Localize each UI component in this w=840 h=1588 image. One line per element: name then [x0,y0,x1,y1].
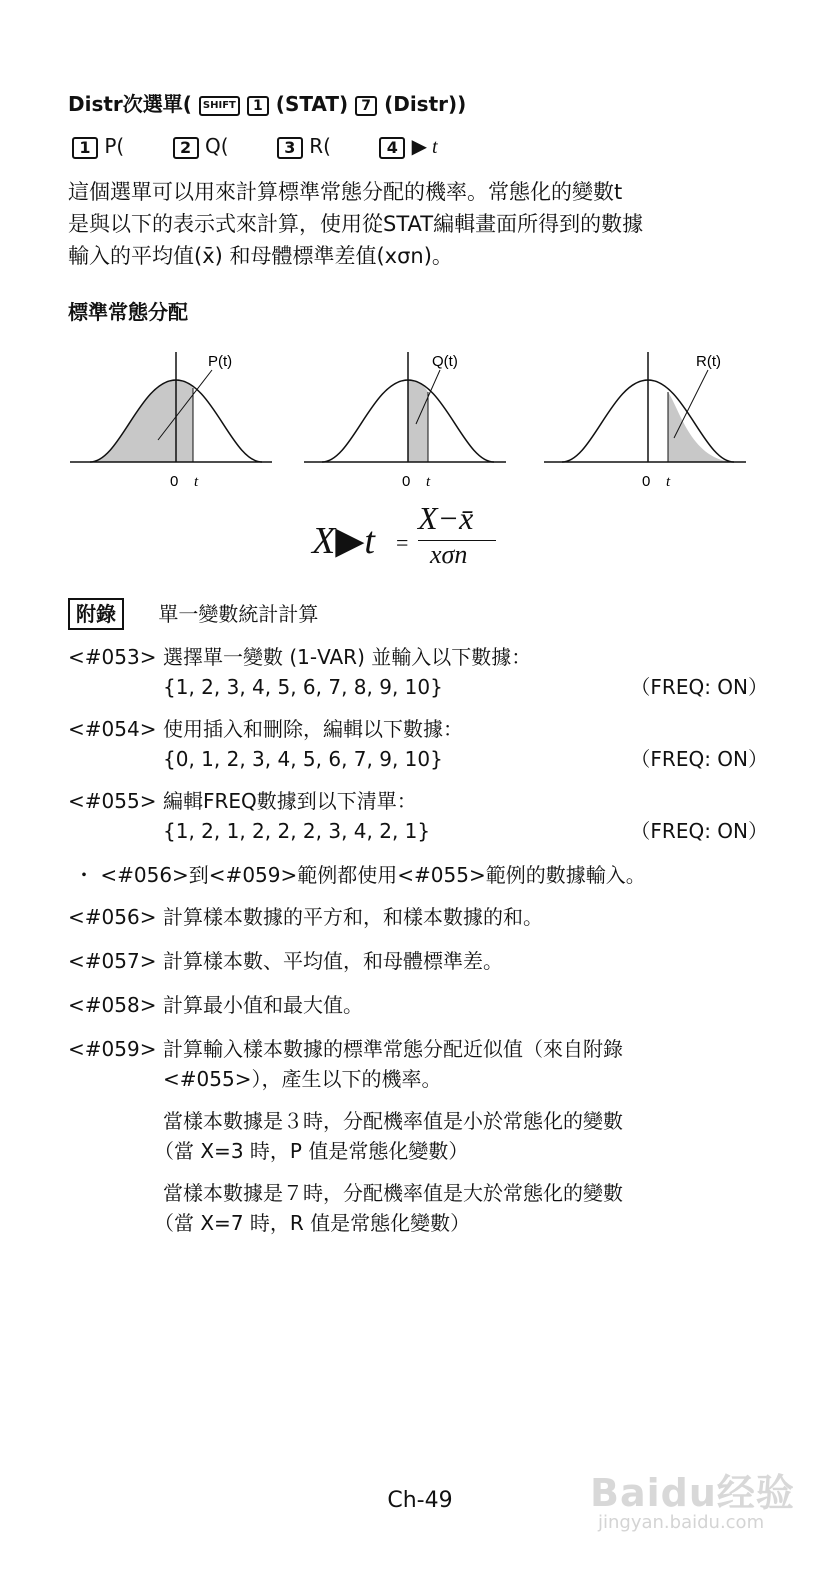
example-058 [68,990,363,1020]
intro-line: 這個選單可以用來計算標準常態分配的機率。常態化的變數t [68,180,623,204]
graph-p [70,352,272,490]
example-056 [68,902,543,932]
freq-label: （FREQ: ON） [630,819,768,843]
shift-key-icon: SHIFT [199,96,240,116]
example-059 [68,1034,623,1238]
menu-item-t [379,134,437,159]
title-prefix: Distr次選單( [68,92,192,116]
example-id: <#054> [68,717,157,741]
zero-label: 0 [402,473,411,490]
appendix-title: 單一變數統計計算 [158,602,319,626]
shaded-area [90,380,193,462]
t-label: t [426,474,431,490]
example-text: 計算樣本數據的平方和，和樣本數據的和。 [163,905,543,929]
example-data: {1, 2, 3, 4, 5, 6, 7, 8, 9, 10} [163,675,443,699]
t-label: t [666,474,671,490]
example-data: {1, 2, 1, 2, 2, 2, 3, 4, 2, 1} [163,819,431,843]
graph-label: P(t) [208,353,233,370]
freq-label: （FREQ: ON） [630,675,768,699]
example-text: 使用插入和刪除，編輯以下數據： [163,717,463,741]
zero-label: 0 [642,473,651,490]
result-p-line2: （當 X=3 時，P 值是常態化變數） [154,1139,469,1163]
shaded-area [668,392,736,462]
section-heading: 標準常態分配 [68,300,188,324]
shaded-area [408,380,428,462]
example-id: <#057> [68,949,157,973]
example-text: 計算樣本數、平均值，和母體標準差。 [163,949,503,973]
watermark-url: jingyan.baidu.com [598,1512,765,1533]
graph-label: Q(t) [432,353,458,370]
example-054 [68,714,768,774]
result-p-line1: 當樣本數據是３時，分配機率值是小於常態化的變數 [163,1109,623,1133]
appendix-heading [68,598,318,627]
menu-item-r [277,134,331,159]
example-text: 選擇單一變數 (1-VAR) 並輸入以下數據： [163,645,532,669]
page-number: Ch-49 [387,1488,453,1513]
result-r-line2: （當 X=7 時，R 值是常態化變數） [154,1211,471,1235]
example-id: <#053> [68,645,157,669]
key-icon: 3 [277,137,303,159]
intro-line: 是與以下的表示式來計算，使用從STAT編輯畫面所得到的數據 [68,212,644,236]
example-text: 計算最小值和最大值。 [163,993,363,1017]
key-1-icon: 1 [247,96,269,116]
menu-item-label: R( [309,134,331,158]
intro-line: 輸入的平均值(x̄) 和母體標準差值(xσn)。 [68,244,453,268]
example-text: 編輯FREQ數據到以下清單： [163,789,417,813]
example-055 [68,786,768,846]
key-icon: 4 [379,137,405,159]
intro-paragraph [68,176,768,272]
example-057 [68,946,503,976]
menu-item-label: ▶ t [411,136,438,158]
graph-label: R(t) [696,353,721,370]
result-r-line1: 當樣本數據是７時，分配機率值是大於常態化的變數 [163,1181,623,1205]
formula-lhs: X▶t [312,520,375,562]
section-title [68,88,466,117]
formula-numerator: X−x̄ [418,500,474,536]
zero-label: 0 [170,473,179,490]
title-stat: (STAT) [275,92,349,116]
example-id: <#059> [68,1037,157,1061]
menu-item-label: Q( [204,134,229,158]
formula-denominator: xσn [430,540,468,569]
key-icon: 1 [72,137,98,159]
appendix-tag: 附錄 [68,598,124,630]
example-id: <#056> [68,905,157,929]
formula-equals: = [396,530,409,555]
example-text: 計算輸入樣本數據的標準常態分配近似值（來自附錄 [163,1037,623,1061]
normalization-formula [312,500,512,576]
title-distr: (Distr)) [384,92,467,116]
example-text-cont: <#055>），產生以下的機率。 [163,1067,442,1091]
graph-q [304,352,506,490]
menu-item-q [173,134,229,159]
distr-menu-row [72,134,480,159]
t-label: t [194,474,199,490]
key-7-icon: 7 [355,96,377,116]
key-icon: 2 [173,137,199,159]
graph-r [544,352,746,490]
example-id: <#055> [68,789,157,813]
menu-item-label: P( [104,134,125,158]
label-leader [674,370,708,438]
freq-label: （FREQ: ON） [630,747,768,771]
menu-item-p [72,134,124,159]
bullet-note: ・ <#056>到<#059>範例都使用<#055>範例的數據輸入。 [74,863,646,887]
example-id: <#058> [68,993,157,1017]
normal-distribution-graphs [60,340,780,500]
example-053 [68,642,768,702]
example-data: {0, 1, 2, 3, 4, 5, 6, 7, 9, 10} [163,747,443,771]
watermark-logo: Baidu经验 [590,1471,795,1515]
